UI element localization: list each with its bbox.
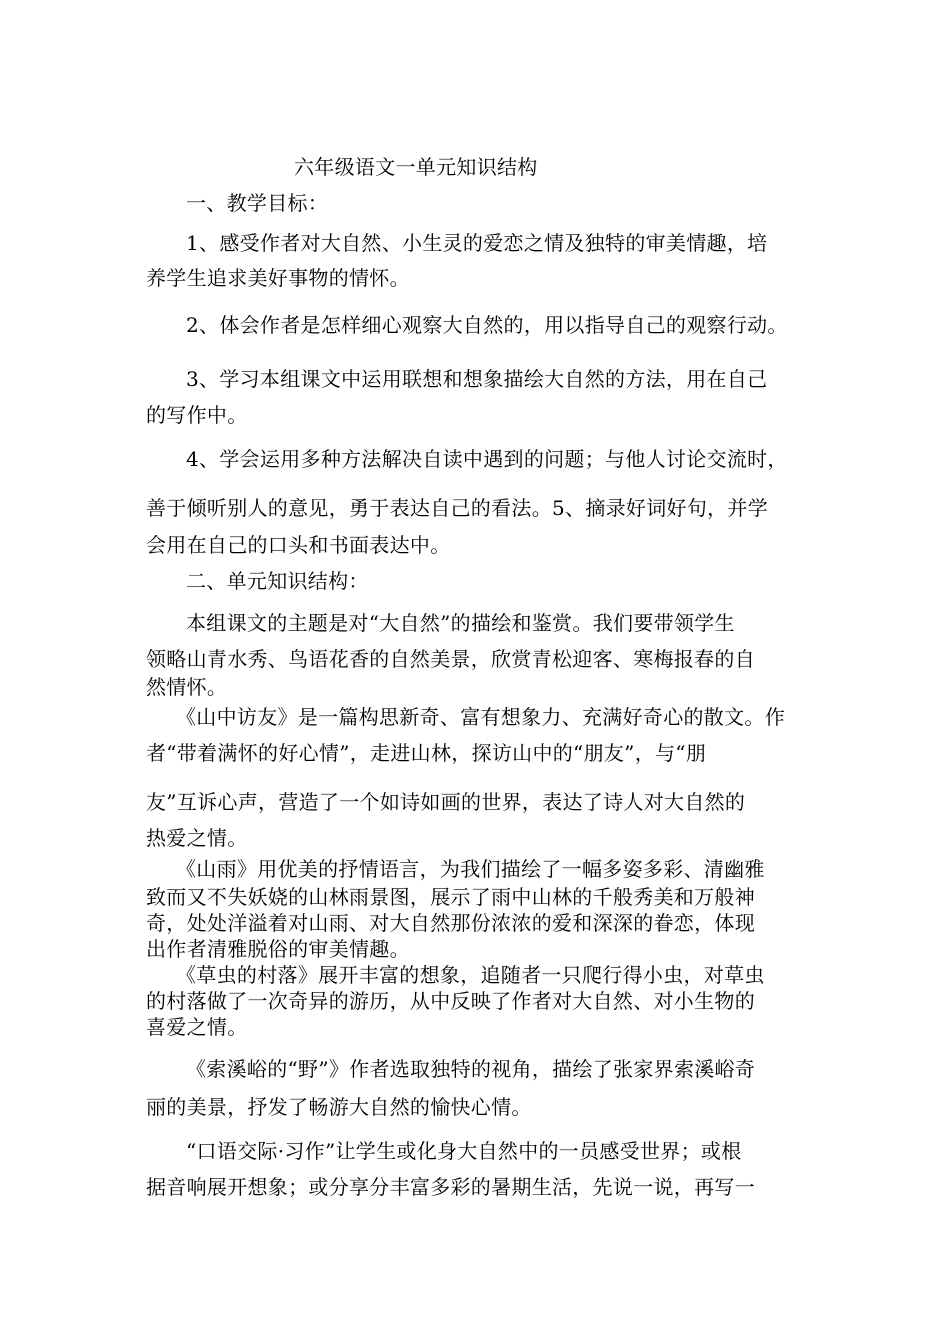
structure-line: 领略山青水秀、鸟语花香的自然美景，欣赏青松迎客、寒梅报春的自 <box>146 647 755 671</box>
structure-line: “口语交际·习作”让学生或化身大自然中的一员感受世界；或根 <box>186 1139 742 1163</box>
page-title: 六年级语文一单元知识结构 <box>294 155 538 179</box>
goal-line: 养学生追求美好事物的情怀。 <box>146 266 410 290</box>
structure-line: 《草虫的村落》展开丰富的想象，追随者一只爬行得小虫，对草虫 <box>176 963 765 987</box>
section-heading-goals: 一、教学目标： <box>186 191 329 215</box>
structure-line: 热爱之情。 <box>146 826 248 850</box>
structure-line: 者“带着满怀的好心情”，走进山林，探访山中的“朋友”，与“朋 <box>146 741 707 765</box>
goal-line: 4、学会运用多种方法解决自读中遇到的问题；与他人讨论交流时， <box>186 447 788 471</box>
goal-line: 3、学习本组课文中运用联想和想象描绘大自然的方法，用在自己 <box>186 367 768 391</box>
goal-line: 善于倾听别人的意见，勇于表达自己的看法。5、摘录好词好句，并学 <box>146 496 769 520</box>
goal-line: 1、感受作者对大自然、小生灵的爱恋之情及独特的审美情趣，培 <box>186 231 768 255</box>
goal-line: 会用在自己的口头和书面表达中。 <box>146 533 451 557</box>
structure-line: 奇，处处洋溢着对山雨、对大自然那份浓浓的爱和深深的眷恋，体现 <box>146 911 755 935</box>
structure-line: 《索溪峪的“野”》作者选取独特的视角，描绘了张家界索溪峪奇 <box>186 1057 756 1081</box>
structure-line: 《山中访友》是一篇构思新奇、富有想象力、充满好奇心的散文。作 <box>176 705 785 729</box>
structure-line: 的村落做了一次奇异的游历，从中反映了作者对大自然、对小生物的 <box>146 989 755 1013</box>
section-heading-structure: 二、单元知识结构： <box>186 569 369 593</box>
structure-line: 友”互诉心声，营造了一个如诗如画的世界，表达了诗人对大自然的 <box>146 790 746 814</box>
structure-line: 出作者清雅脱俗的审美情趣。 <box>146 937 410 961</box>
goal-line: 2、体会作者是怎样细心观察大自然的，用以指导自己的观察行动。 <box>186 313 788 337</box>
structure-line: 本组课文的主题是对“大自然”的描绘和鉴赏。我们要带领学生 <box>186 611 735 635</box>
goal-line: 的写作中。 <box>146 403 248 427</box>
structure-line: 喜爱之情。 <box>146 1015 248 1039</box>
structure-line: 《山雨》用优美的抒情语言，为我们描绘了一幅多姿多彩、清幽雅 <box>176 857 765 881</box>
structure-line: 然情怀。 <box>146 675 228 699</box>
structure-line: 据音响展开想象；或分享分丰富多彩的暑期生活，先说一说，再写一 <box>146 1175 755 1199</box>
structure-line: 致而又不失妖娆的山林雨景图，展示了雨中山林的千般秀美和万般神 <box>146 885 755 909</box>
structure-line: 丽的美景，抒发了畅游大自然的愉快心情。 <box>146 1095 532 1119</box>
